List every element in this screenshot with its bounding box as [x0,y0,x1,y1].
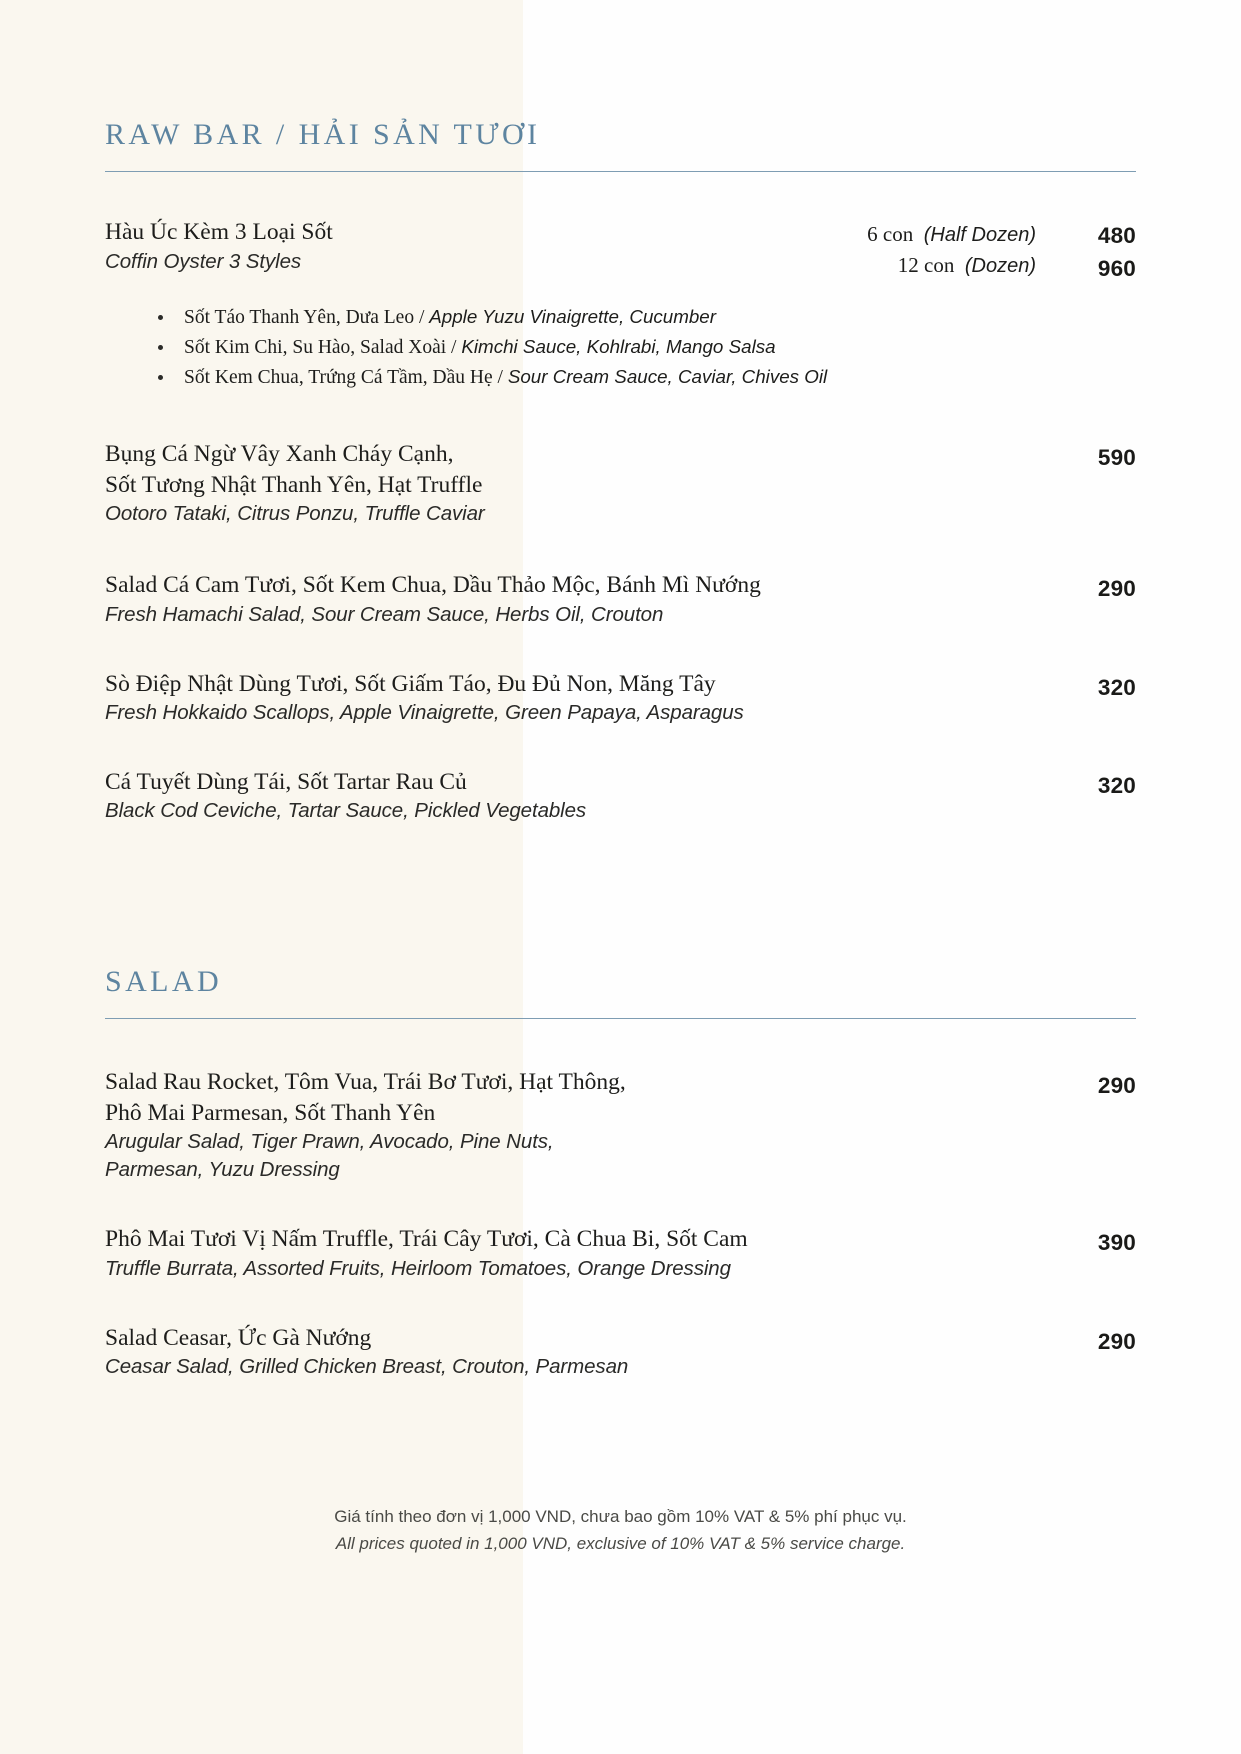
menu-item [105,570,1136,628]
menu-item-name: Salad Ceasar, Ức Gà Nướng [105,1324,372,1351]
menu-item [105,1323,1136,1381]
price: 390 [1097,1230,1136,1256]
menu-item-text [105,669,1058,727]
menu-item-text [105,570,1058,628]
menu-item-prices [1058,669,1136,705]
menu-item-prices [1058,767,1136,803]
menu-item-name: Phô Mai Parmesan, Sốt Thanh Yên [105,1099,436,1126]
section-salad [105,825,1136,1381]
unit-qty: 6 con [867,222,914,246]
section-title-raw-bar: RAW BAR / HẢI SẢN TƯƠI [105,118,541,151]
menu-item [105,1224,1136,1282]
menu-item-prices [1058,570,1136,606]
footer-note-en: All prices quoted in 1,000 VND, exclusive of 10% VAT & 5% service charge. [335,1534,906,1554]
menu-item-name: Salad Rau Rocket, Tôm Vua, Trái Bơ Tươi, Hạt Thông, [105,1069,626,1096]
menu-item-name: Bụng Cá Ngừ Vây Xanh Cháy Cạnh, [105,441,454,468]
variant-item [150,363,1136,393]
unit-row [867,219,1036,250]
footer-note-vi: Giá tính theo đơn vị 1,000 VND, chưa bao gồm 10% VAT & 5% phí phục vụ. [334,1506,907,1526]
menu-item [105,767,1136,825]
unit-qty: 12 con [897,253,955,277]
price: 290 [1097,1328,1136,1354]
menu-item-description: Coffin Oyster 3 Styles [105,249,302,273]
menu-item-prices [1058,1323,1136,1359]
menu-item-description: Parmesan, Yuzu Dressing [105,1158,340,1182]
menu-item-text [105,217,867,275]
menu-item-variants [150,303,1136,392]
variant-vi: Sốt Táo Thanh Yên, Dưa Leo / [184,307,430,329]
unit-label: (Half Dozen) [923,224,1036,246]
variant-vi: Sốt Kim Chi, Su Hào, Salad Xoài / [184,336,462,358]
menu-item-name: Hàu Úc Kèm 3 Loại Sốt [105,219,333,245]
menu-item-text [105,1224,1058,1282]
unit-row [867,250,1036,281]
variant-en: Kimchi Sauce, Kohlrabi, Mango Salsa [461,335,776,357]
section-raw-bar [105,0,1136,825]
price: 320 [1097,772,1136,798]
variant-item [150,333,1136,363]
menu-item-text [105,439,1058,528]
menu-item-prices [1058,439,1136,475]
bullet-icon [158,345,163,350]
menu-item-name: Salad Cá Cam Tươi, Sốt Kem Chua, Dầu Thảo Mộc, Bánh Mì Nướng [105,572,761,599]
menu-item [105,1067,1136,1184]
menu-item-text [105,1067,1058,1184]
menu-item-name: Sốt Tương Nhật Thanh Yên, Hạt Truffle [105,471,483,498]
price: 290 [1097,1073,1136,1099]
menu-item-description: Truffle Burrata, Assorted Fruits, Heirloom Tomatoes, Orange Dressing [105,1256,731,1280]
price: 320 [1097,674,1136,700]
menu-item-description: Fresh Hamachi Salad, Sour Cream Sauce, Herbs Oil, Crouton [105,602,664,626]
price: 480 [1097,223,1136,248]
menu-item-prices [1058,217,1136,285]
menu-item-name: Cá Tuyết Dùng Tái, Sốt Tartar Rau Củ [105,768,467,795]
menu-item-name: Phô Mai Tươi Vị Nấm Truffle, Trái Cây Tươi, Cà Chua Bi, Sốt Cam [105,1226,748,1253]
variant-en: Apple Yuzu Vinaigrette, Cucumber [429,306,717,328]
section-title-salad: SALAD [105,965,223,999]
menu-item-prices [1058,1067,1136,1103]
price: 290 [1097,576,1136,602]
bullet-icon [158,315,163,320]
menu-item-prices [1058,1224,1136,1260]
menu-item-description: Fresh Hokkaido Scallops, Apple Vinaigrette, Green Papaya, Asparagus [105,701,744,725]
page-footer [0,1503,1241,1558]
menu-item-description: Ootoro Tataki, Citrus Ponzu, Truffle Caviar [105,502,485,526]
menu-item-units [867,217,1058,281]
menu-item [105,217,1136,392]
menu-item-description: Ceasar Salad, Grilled Chicken Breast, Crouton, Parmesan [105,1355,629,1379]
price: 590 [1097,445,1136,471]
bullet-icon [158,375,163,380]
menu-item-description: Arugular Salad, Tiger Prawn, Avocado, Pine Nuts, [105,1130,554,1154]
menu-item-text [105,767,1058,825]
price: 960 [1097,255,1136,281]
variant-vi: Sốt Kem Chua, Trứng Cá Tầm, Dầu Hẹ / [184,366,508,388]
menu-item-name: Sò Điệp Nhật Dùng Tươi, Sốt Giấm Táo, Đu Đủ Non, Măng Tây [105,670,716,697]
section-divider-salad [105,1018,1136,1019]
unit-label: (Dozen) [964,255,1036,277]
section-divider-raw-bar [105,171,1136,172]
menu-item [105,669,1136,727]
variant-en: Sour Cream Sauce, Caviar, Chives Oil [507,365,828,387]
menu-item-text [105,1323,1058,1381]
variant-item [150,303,1136,333]
menu-item [105,439,1136,528]
menu-item-description: Black Cod Ceviche, Tartar Sauce, Pickled Vegetables [105,799,587,823]
